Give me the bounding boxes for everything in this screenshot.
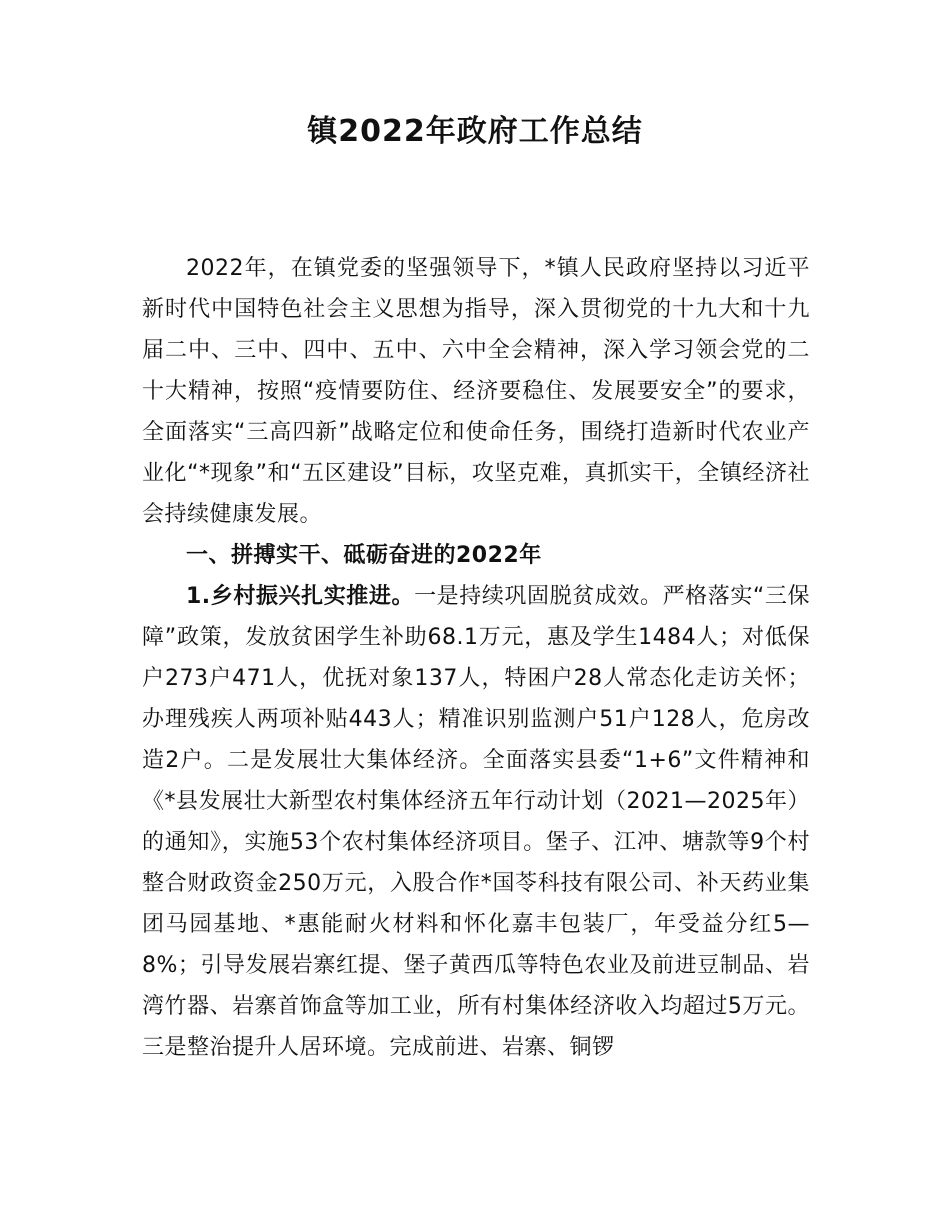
intro-paragraph: 2022年，在镇党委的坚强领导下，*镇人民政府坚持以习近平新时代中国特色社会主义思想为指导，深入贯彻党的十九大和十九届二中、三中、四中、五中、六中全会精神，深入学习领会党的二十大精神，按照“疫情要防住、经济要稳住、发展要安全”的要求，全面落实“三高四新”战略定位和使命任务，围绕打造新时代农业产业化“*现象”和“五区建设”目标，攻坚克难，真抓实干，全镇经济社会持续健康发展。 (142, 256, 810, 527)
item-paragraph (142, 576, 810, 1068)
item-lead: 1.乡村振兴扎实推进。 (186, 584, 415, 609)
document-title: 镇2022年政府工作总结 (307, 114, 643, 149)
item-text: 一是持续巩固脱贫成效。严格落实“三保障”政策，发放贫困学生补助68.1万元，惠及学生1484人；对低保户273户471人，优抚对象137人，特困户28人常态化走访关怀；办理残疾人两项补贴443人；精准识别监测户51户128人，危房改造2户。二是发展壮大集体经济。全面落实县委“1+6”文件精神和《*县发展壮大新型农村集体经济五年行动计划（2021—2025年）的通知》，实施53个农村集体经济项目。堡子、江冲、塘款等9个村整合财政资金250万元，入股合作*国苓科技有限公司、补天药业集团马园基地、*惠能耐火材料和怀化嘉丰包装厂，年受益分红5—8%；引导发展岩寨红提、堡子黄西瓜等特色农业及前进豆制品、岩湾竹器、岩寨首饰盒等加工业，所有村集体经济收入均超过5万元。三是整治提升人居环境。完成前进、岩寨、铜锣 (142, 584, 811, 1060)
section-heading: 一、拼搏实干、砥砺奋进的2022年 (186, 543, 542, 568)
document-body (142, 248, 810, 1068)
